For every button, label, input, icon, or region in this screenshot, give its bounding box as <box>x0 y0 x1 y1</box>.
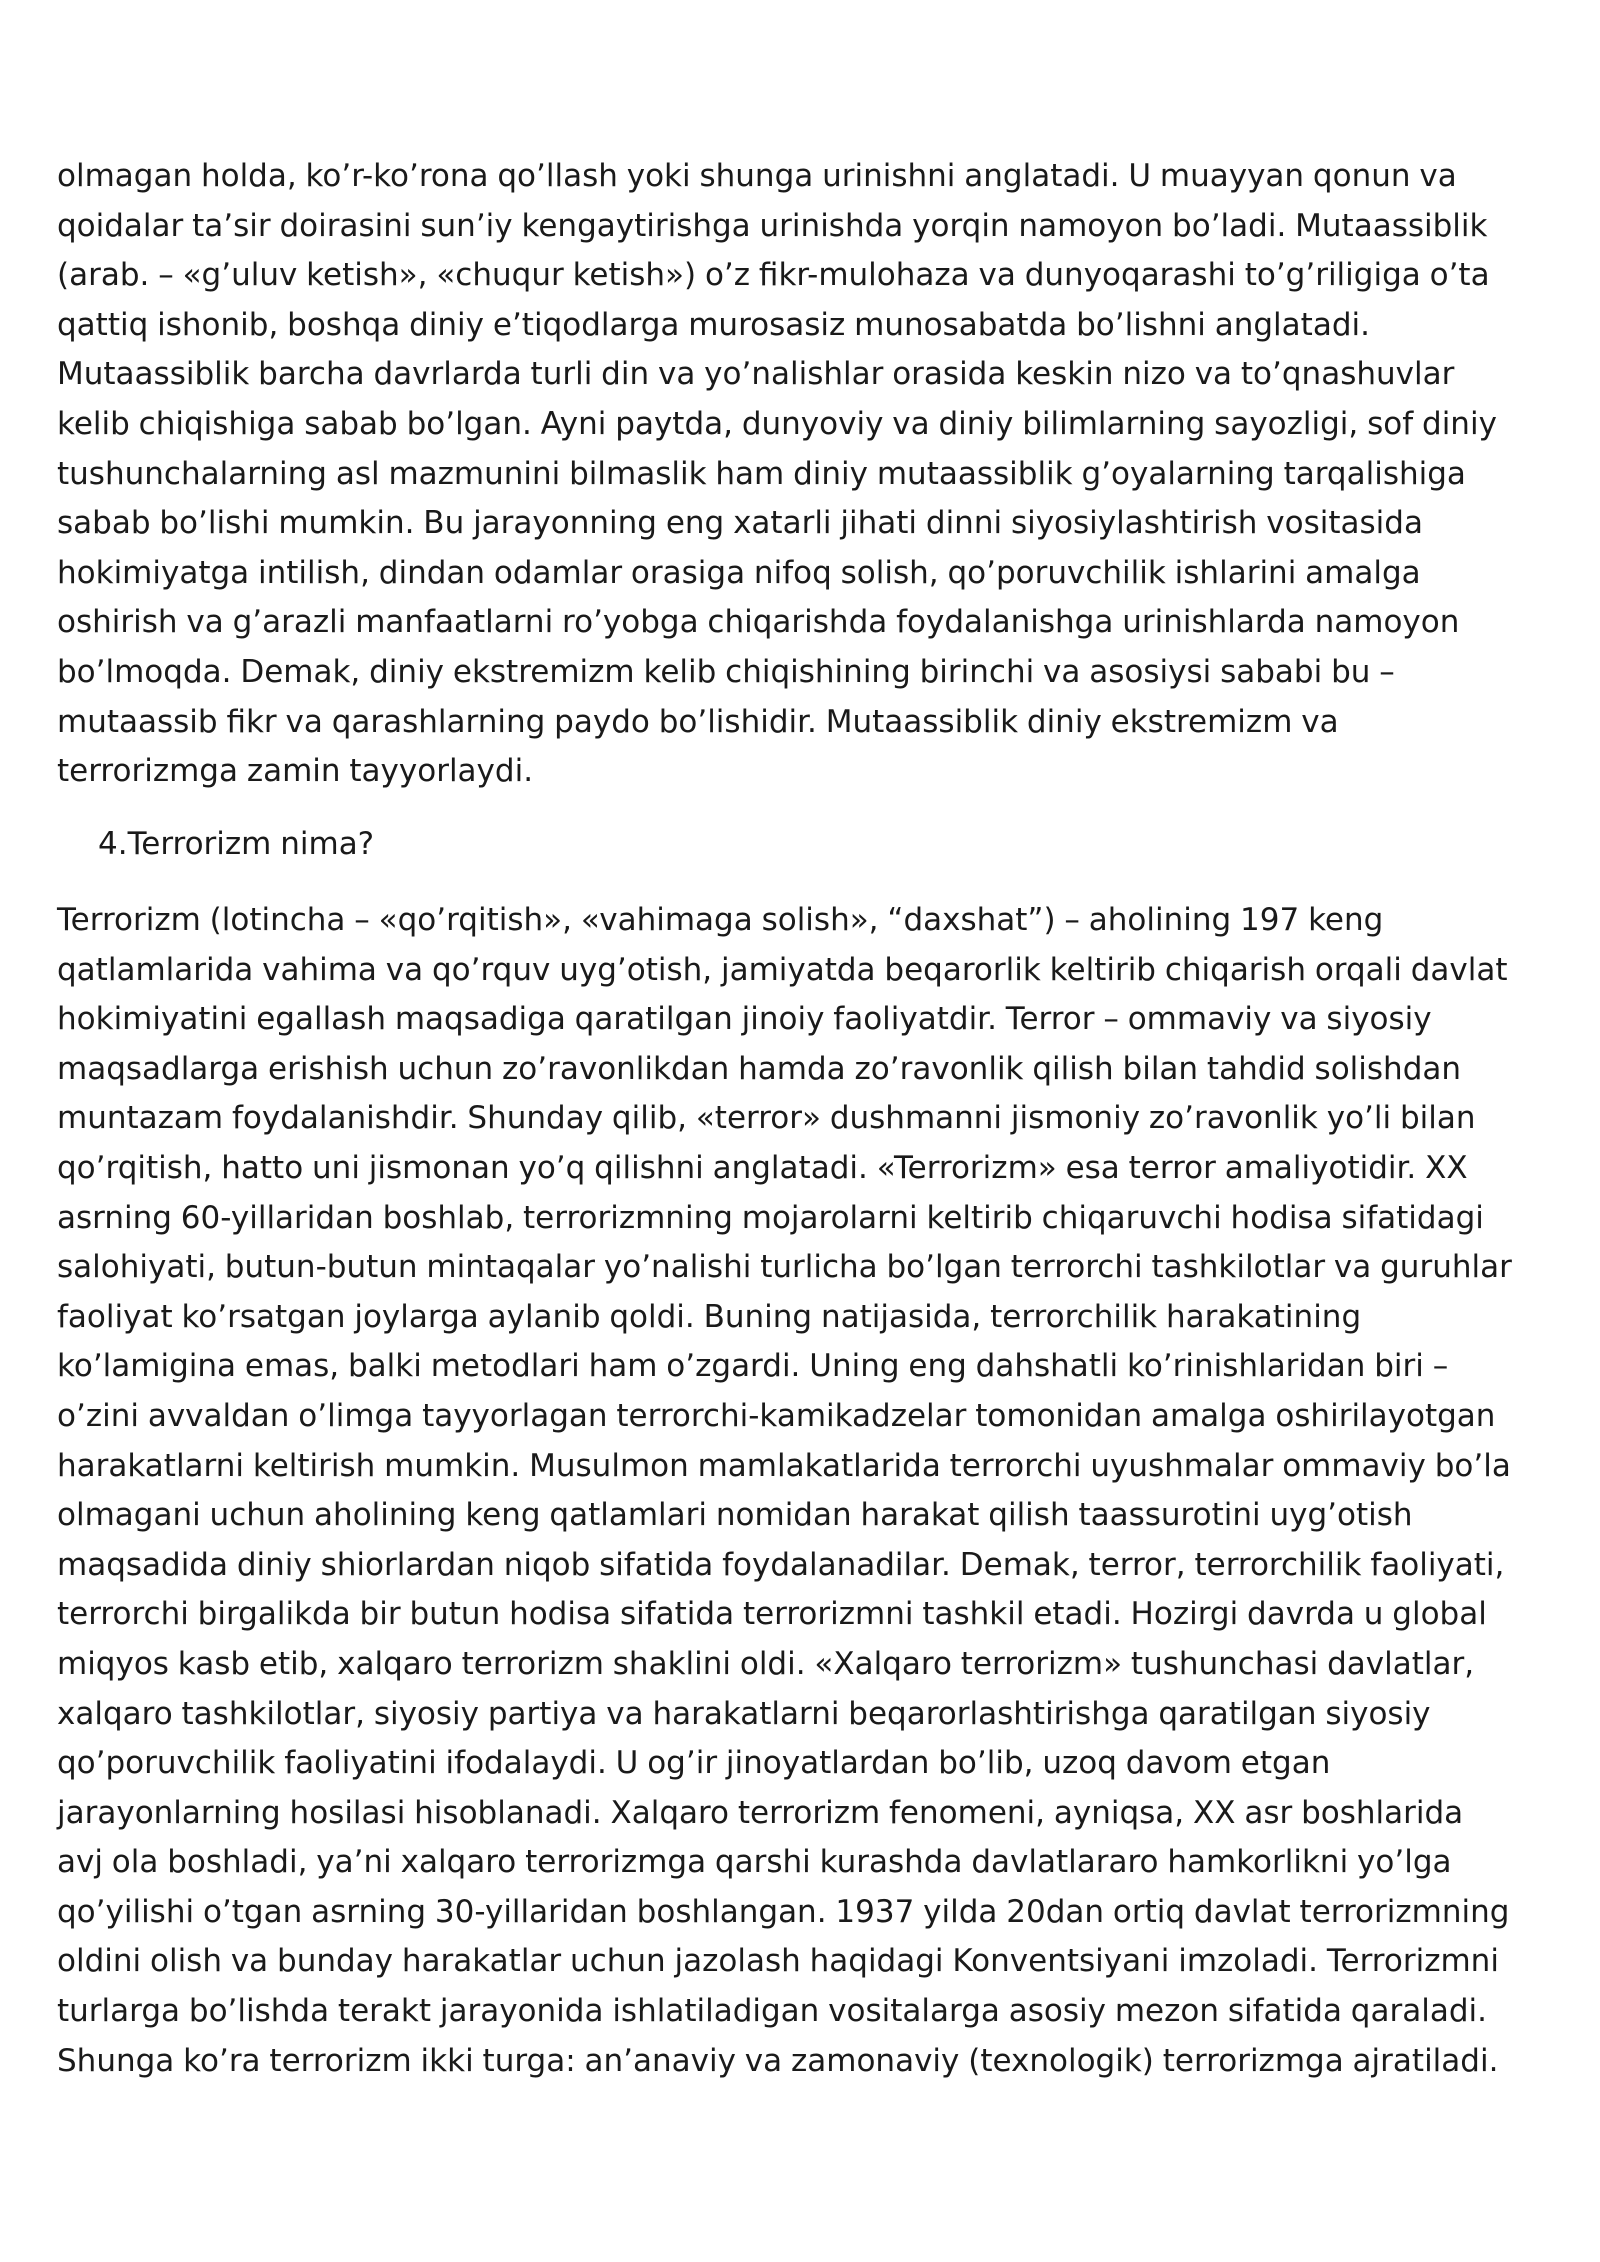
section-heading-terrorizm: 4.Terrorizm nima? <box>98 826 375 862</box>
body-paragraph-terrorizm: Terrorizm (lotincha – «qo’rqitish», «vahimaga solish», “daxshat”) – aholining 197 keng qatlamlarida vahima va qo’rquv uyg’otish, jamiyatda beqarorlik keltirib chiqarish orqali davlat hokimiyatini egallash maqsadiga qaratilgan jinoiy faoliyatdir. Terror – ommaviy va siyosiy maqsadlarga erishish uchun zo’ravonlikdan hamda zo’ravonlik qilish bilan tahdid solishdan muntazam foydalanishdir. Shunday qilib, «terror» dushmanni jismoniy zo’ravonlik yo’li bilan qo’rqitish, hatto uni jismonan yo’q qilishni anglatadi. «Terrorizm» esa terror amaliyotidir. XX asrning 60-yillaridan boshlab, terrorizmning mojarolarni keltirib chiqaruvchi hodisa sifatidagi salohiyati, butun-butun mintaqalar yo’nalishi turlicha bo’lgan terrorchi tashkilotlar va guruhlar faoliyat ko’rsatgan joylarga aylanib qoldi. Buning natijasida, terrorchilik harakatining ko’lamigina emas, balki metodlari ham o’zgardi. Uning eng dahshatli ko’rinishlaridan biri – o’zini avvaldan o’limga tayyorlagan terrorchi-kamikadzelar tomonidan amalga oshirilayotgan harakatlarni keltirish mumkin. Musulmon mamlakatlarida terrorchi uyushmalar ommaviy bo’la olmagani uchun aholining keng qatlamlari nomidan harakat qilish taassurotini uyg’otish maqsadida diniy shiorlardan niqob sifatida foydalanadilar. Demak, terror, terrorchilik faoliyati, terrorchi birgalikda bir butun hodisa sifatida terrorizmni tashkil etadi. Hozirgi davrda u global miqyos kasb etib, xalqaro terrorizm shaklini oldi. «Xalqaro terrorizm» tushunchasi davlatlar, xalqaro tashkilotlar, siyosiy partiya va harakatlarni beqarorlashtirishga qaratilgan siyosiy qo’poruvchilik faoliyatini ifodalaydi. U og’ir jinoyatlardan bo’lib, uzoq davom etgan jarayonlarning hosilasi hisoblanadi. Xalqaro terrorizm fenomeni, ayniqsa, XX asr boshlarida avj ola boshladi, ya’ni xalqaro terrorizmga qarshi kurashda davlatlararo hamkorlikni yo’lga qo’yilishi o’tgan asrning 30-yillaridan boshlangan. 1937 yilda 20dan ortiq davlat terrorizmning oldini olish va bunday harakatlar uchun jazolash haqidagi Konventsiyani imzoladi. Terrorizmni turlarga bo’lishda terakt jarayonida ishlatiladigan vositalarga asosiy mezon sifatida qaraladi. Shunga ko’ra terrorizm ikki turga: an’anaviy va zamonaviy (texnologik) terrorizmga ajratiladi. <box>57 902 1512 2079</box>
body-paragraph-mutaassiblik: olmagan holda, ko’r-ko’rona qo’llash yoki shunga urinishni anglatadi. U muayyan qonun va qoidalar ta’sir doirasini sun’iy kengaytirishga urinishda yorqin namoyon bo’ladi. Mutaassiblik (arab. – «g’uluv ketish», «chuqur ketish») o’z fikr-mulohaza va dunyoqarashi to’g’riligiga o’ta qattiq ishonib, boshqa diniy e’tiqodlarga murosasiz munosabatda bo’lishni anglatadi. Mutaassiblik barcha davrlarda turli din va yo’nalishlar orasida keskin nizo va to’qnashuvlar kelib chiqishiga sabab bo’lgan. Ayni paytda, dunyoviy va diniy bilimlarning sayozligi, sof diniy tushunchalarning asl mazmunini bilmaslik ham diniy mutaassiblik g’oyalarning tarqalishiga sabab bo’lishi mumkin. Bu jarayonning eng xatarli jihati dinni siyosiylashtirish vositasida hokimiyatga intilish, dindan odamlar orasiga nifoq solish, qo’poruvchilik ishlarini amalga oshirish va g’arazli manfaatlarni ro’yobga chiqarishda foydalanishga urinishlarda namoyon bo’lmoqda. Demak, diniy ekstremizm kelib chiqishining birinchi va asosiysi sababi bu – mutaassib fikr va qarashlarning paydo bo’lishidir. Mutaassiblik diniy ekstremizm va terrorizmga zamin tayyorlaydi. <box>57 158 1497 790</box>
